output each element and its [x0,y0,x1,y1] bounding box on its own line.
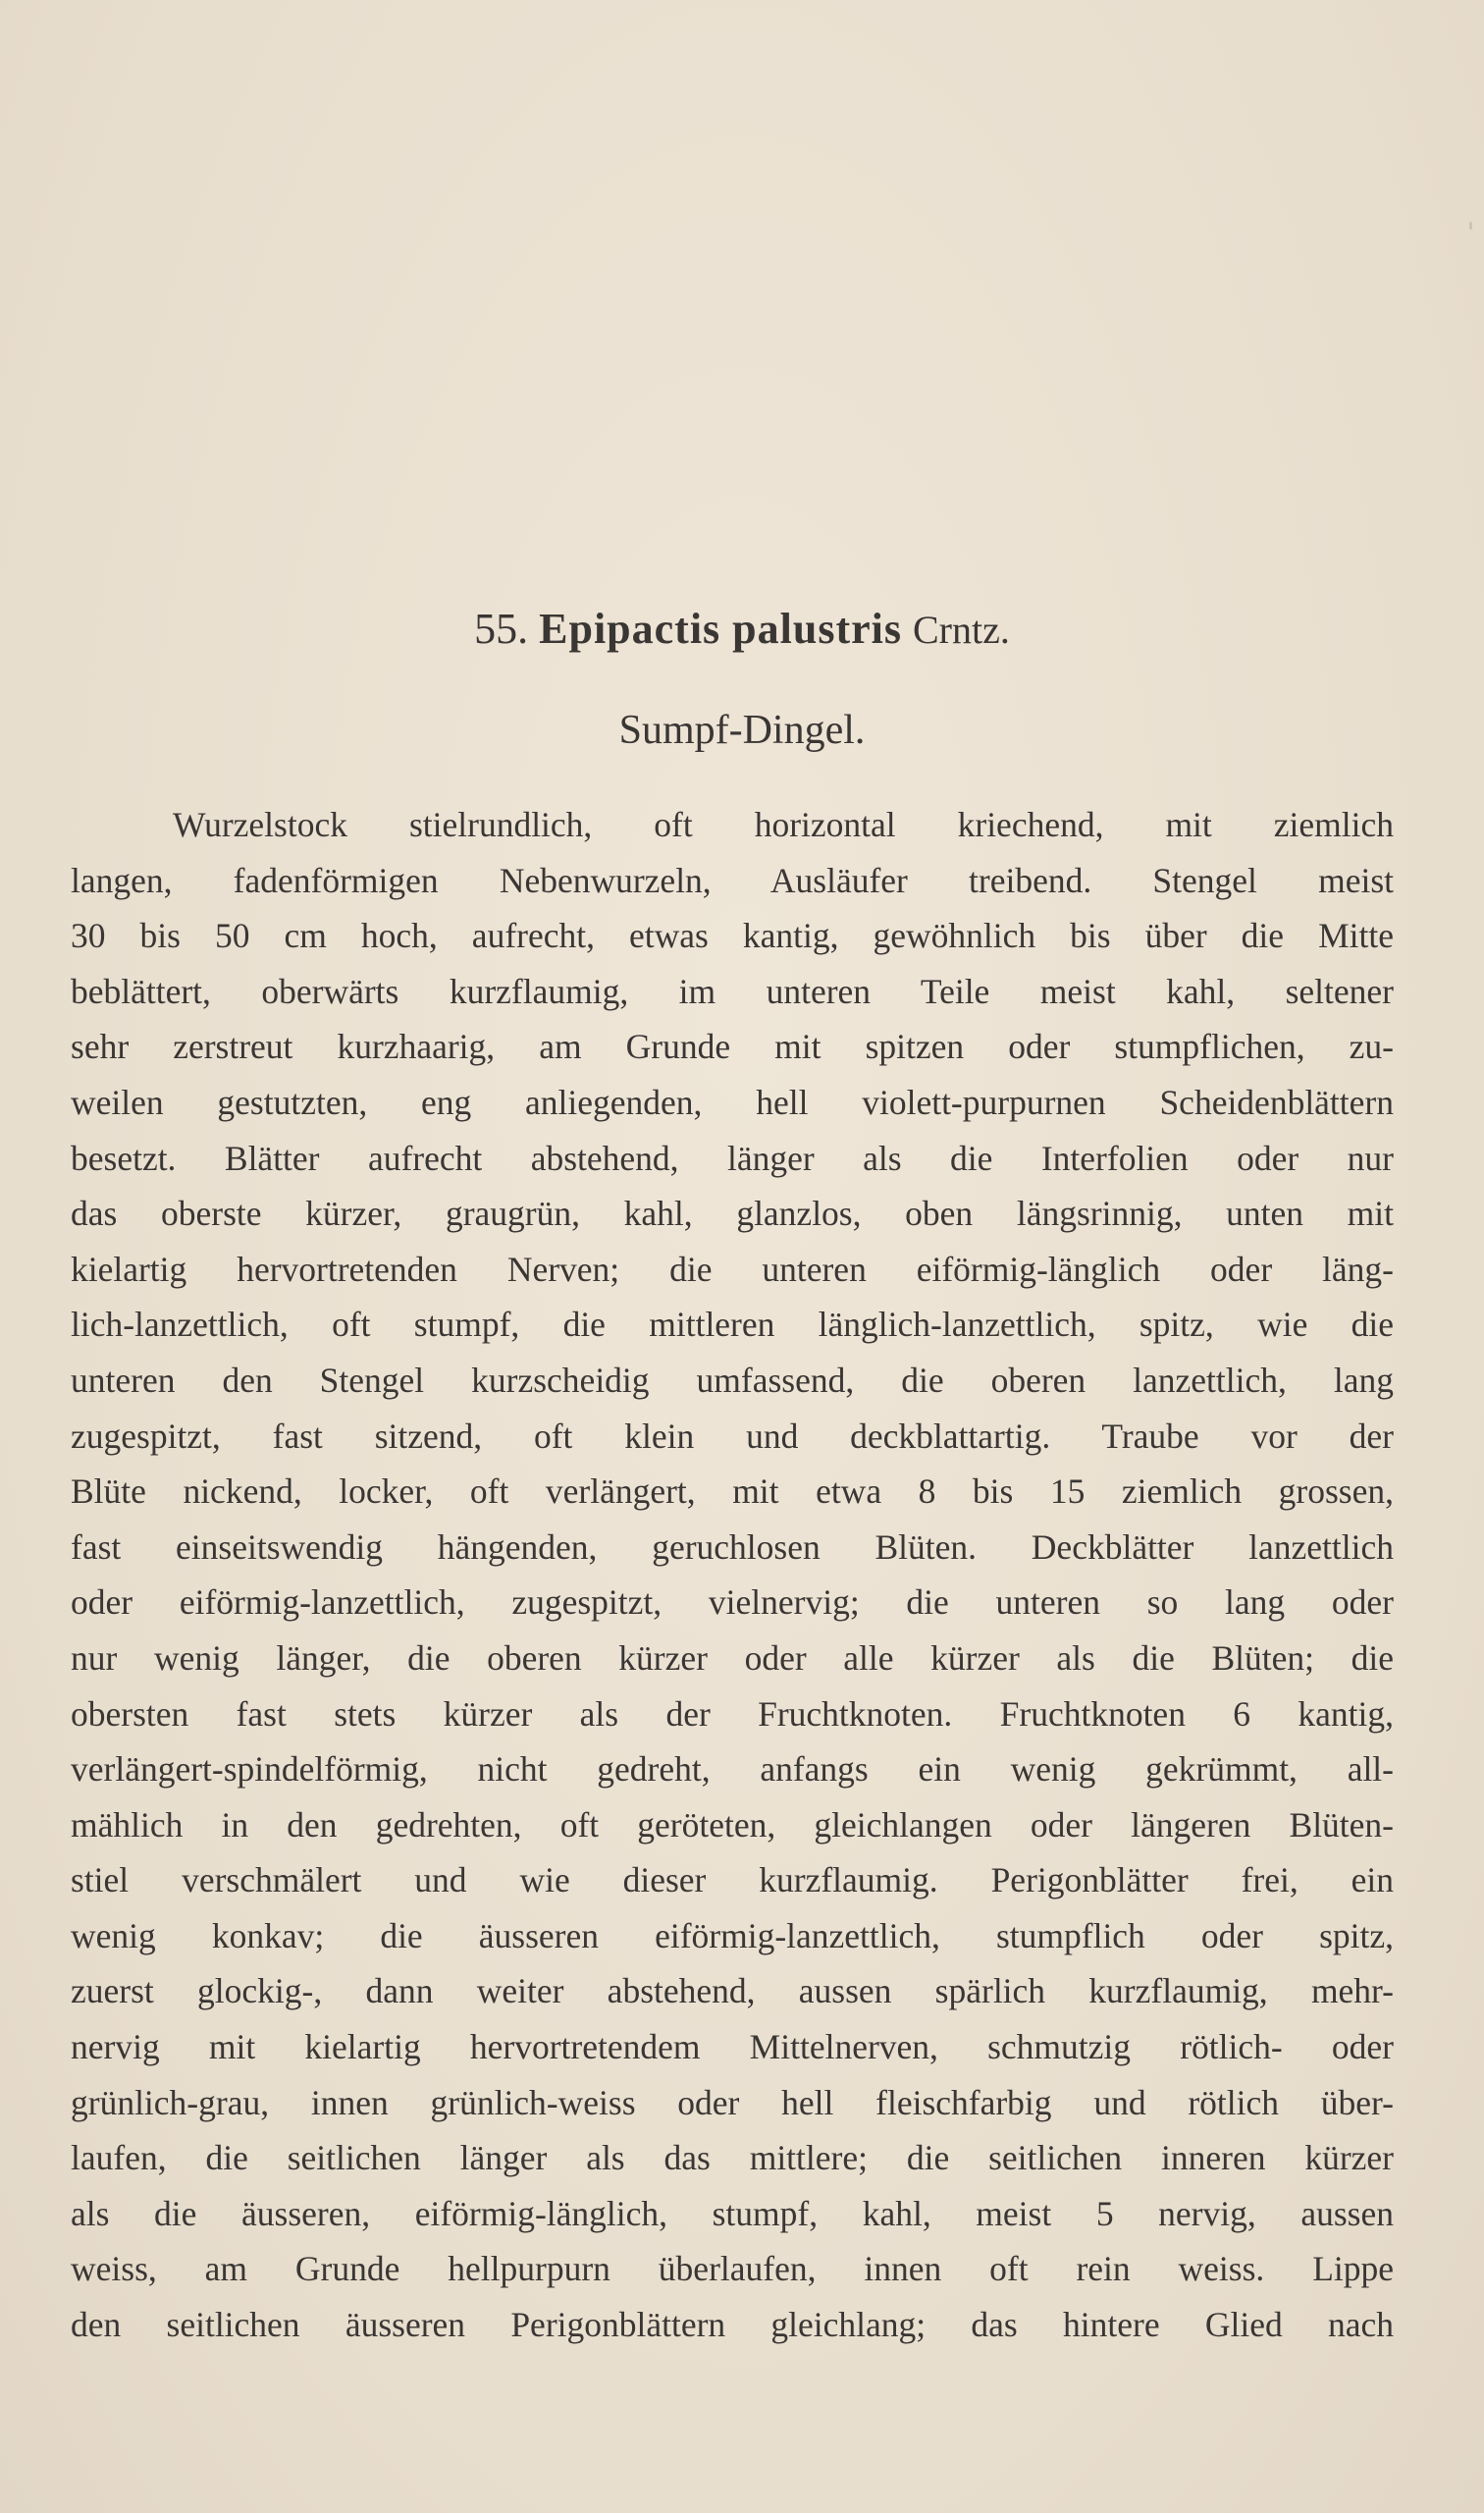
text-line: stiel verschmälert und wie dieser kurzflaumig. Perigonblätter frei, ein [71,1860,1394,1900]
text-line: zuerst glockig-, dann weiter abstehend, aussen spärlich kurzflaumig, mehr- [71,1971,1394,2011]
text-line: lich-lanzettlich, oft stumpf, die mittleren länglich-lanzettlich, spitz, wie die [71,1305,1394,1345]
species-name: Epipactis palustris [539,605,902,653]
text-line: als die äusseren, eiförmig-länglich, stumpf, kahl, meist 5 nervig, aussen [71,2193,1394,2233]
text-line: unteren den Stengel kurzscheidig umfassend, die oberen lanzettlich, lang [71,1360,1394,1400]
text-line: mählich in den gedrehten, oft geröteten, gleichlangen oder längeren Blüten- [71,1804,1394,1845]
text-line: verlängert-spindelförmig, nicht gedreht, anfangs ein wenig gekrümmt, all- [71,1749,1394,1790]
text-line: nervig mit kielartig hervortretendem Mittelnerven, schmutzig rötlich- oder [71,2027,1394,2067]
text-line: nur wenig länger, die oberen kürzer oder alle kürzer als die Blüten; die [71,1637,1394,1678]
text-line: Wurzelstock stielrundlich, oft horizontal kriechend, mit ziemlich [173,805,1394,844]
text-line: beblättert, oberwärts kurzflaumig, im unteren Teile meist kahl, seltener [71,971,1394,1011]
text-line: langen, fadenförmigen Nebenwurzeln, Ausläufer treibend. Stengel meist [71,860,1394,900]
text-line: fast einseitswendig hängenden, geruchlosen Blüten. Deckblätter lanzettlich [71,1526,1394,1567]
species-heading [0,595,1484,665]
text-line: den seitlichen äusseren Perigonblättern gleichlang; das hintere Glied nach [71,2305,1394,2345]
text-line: 30 bis 50 cm hoch, aufrecht, etwas kantig, gewöhnlich bis über die Mitte [71,916,1394,956]
text-line: obersten fast stets kürzer als der Fruchtknoten. Fruchtknoten 6 kantig, [71,1693,1394,1734]
text-line: oder eiförmig-lanzettlich, zugespitzt, vielnervig; die unteren so lang oder [71,1582,1394,1623]
description-text [71,797,1394,2353]
common-name: Sumpf-Dingel. [618,708,866,753]
text-line: kielartig hervortretenden Nerven; die unteren eiförmig-länglich oder läng- [71,1249,1394,1289]
text-line: laufen, die seitlichen länger als das mittlere; die seitlichen inneren kürzer [71,2138,1394,2178]
text-line: weiss, am Grunde hellpurpurn überlaufen, innen oft rein weiss. Lippe [71,2249,1394,2289]
text-line: wenig konkav; die äusseren eiförmig-lanzettlich, stumpflich oder spitz, [71,1915,1394,1955]
text-line: das oberste kürzer, graugrün, kahl, glanzlos, oben längsrinnig, unten mit [71,1194,1394,1234]
species-author: Crntz. [913,608,1010,652]
text-line: weilen gestutzten, eng anliegenden, hell violett-purpurnen Scheidenblättern [71,1082,1394,1122]
text-line: Blüte nickend, locker, oft verlängert, mit etwa 8 bis 15 ziemlich grossen, [71,1471,1394,1512]
text-line: besetzt. Blätter aufrecht abstehend, länger als die Interfolien oder nur [71,1138,1394,1178]
text-line: sehr zerstreut kurzhaarig, am Grunde mit spitzen oder stumpflichen, zu- [71,1027,1394,1067]
species-number: 55. [474,605,529,653]
text-line: zugespitzt, fast sitzend, oft klein und deckblattartig. Traube vor der [71,1416,1394,1456]
text-line: grünlich-grau, innen grünlich-weiss oder hell fleischfarbig und rötlich über- [71,2082,1394,2122]
paper-speck [1469,222,1472,230]
